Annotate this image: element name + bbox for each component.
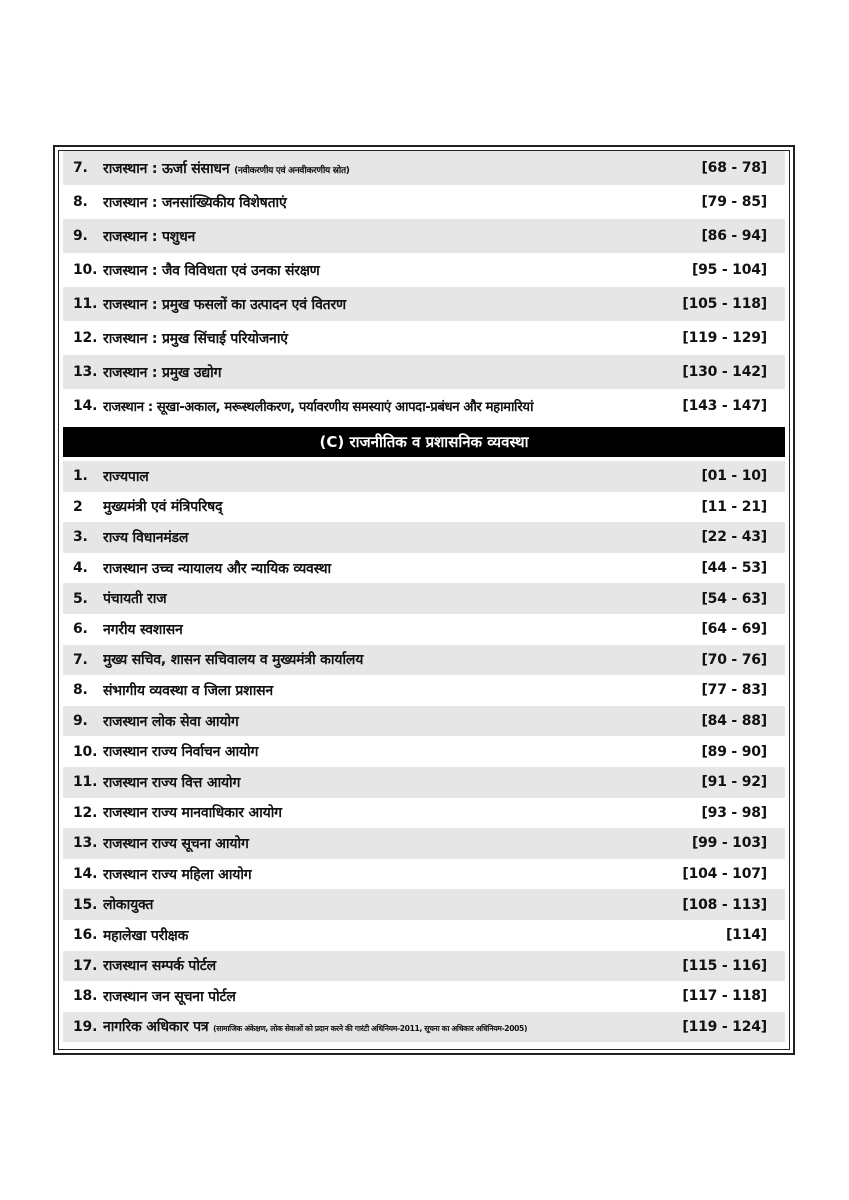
page-range: [68 - 78]	[701, 160, 767, 176]
page-range: [105 - 118]	[682, 296, 767, 312]
page-range: [11 - 21]	[701, 498, 767, 515]
page-range: [01 - 10]	[701, 468, 767, 485]
toc-row	[63, 767, 785, 798]
page-range: [86 - 94]	[701, 228, 767, 244]
item-number: 16.	[73, 927, 98, 944]
toc-row	[63, 355, 785, 389]
item-title: राजस्थान : ऊर्जा संसाधन (नवीकरणीय एवं अनवीकरणीय स्रोत)	[103, 160, 350, 177]
page-range: [93 - 98]	[701, 804, 767, 821]
page-range: [70 - 76]	[701, 651, 767, 668]
item-title: राजस्थान सम्पर्क पोर्टल	[103, 958, 216, 975]
page-range: [77 - 83]	[701, 682, 767, 699]
item-number: 8.	[73, 194, 88, 210]
item-title: मुख्यमंत्री एवं मंत्रिपरिषद्	[103, 499, 223, 516]
item-number: 3.	[73, 529, 88, 546]
toc-row	[63, 645, 785, 676]
item-number: 9.	[73, 228, 88, 244]
item-number: 14.	[73, 398, 98, 414]
item-title: मुख्य सचिव, शासन सचिवालय व मुख्यमंत्री कार्यालय	[103, 652, 364, 669]
item-number: 5.	[73, 590, 88, 607]
page-range: [44 - 53]	[701, 560, 767, 577]
page-range: [114]	[725, 927, 767, 944]
toc-row	[63, 553, 785, 584]
item-number: 19.	[73, 1018, 98, 1035]
page-range: [104 - 107]	[682, 866, 767, 883]
toc-row	[63, 920, 785, 951]
page-range: [22 - 43]	[701, 529, 767, 546]
toc-row	[63, 287, 785, 321]
item-title: लोकायुक्त	[103, 897, 154, 914]
page-range: [91 - 92]	[701, 774, 767, 791]
page-range: [130 - 142]	[682, 364, 767, 380]
item-number: 10.	[73, 743, 98, 760]
item-number: 9.	[73, 713, 88, 730]
item-title: राज्यपाल	[103, 468, 149, 485]
page-range: [119 - 124]	[682, 1018, 767, 1035]
toc-row	[63, 859, 785, 890]
item-number: 11.	[73, 774, 98, 791]
item-title: राजस्थान लोक सेवा आयोग	[103, 713, 239, 730]
item-title: राजस्थान : जैव विविधता एवं उनका संरक्षण	[103, 262, 320, 279]
item-title: नागरिक अधिकार पत्र (सामाजिक अंकेक्षण, लोक सेवाओं को प्रदान करने की गारंटी अधिनियम-2011, सूचना का अधिकार अधिनियम-2005)	[103, 1019, 528, 1036]
item-title: राजस्थान : प्रमुख उद्योग	[103, 364, 222, 381]
item-number: 13.	[73, 364, 98, 380]
item-title: राजस्थान : जनसांख्यिकीय विशेषताएं	[103, 194, 287, 211]
item-number: 1.	[73, 468, 88, 485]
item-number: 17.	[73, 957, 98, 974]
page-range: [117 - 118]	[682, 988, 767, 1005]
item-title: राजस्थान राज्य सूचना आयोग	[103, 835, 249, 852]
item-number: 6.	[73, 621, 88, 638]
item-number: 7.	[73, 160, 88, 176]
page-range: [99 - 103]	[691, 835, 767, 852]
item-title: राजस्थान राज्य मानवाधिकार आयोग	[103, 805, 282, 822]
toc-row	[63, 321, 785, 355]
toc-row	[63, 151, 785, 185]
item-number: 7.	[73, 651, 88, 668]
page-range: [143 - 147]	[682, 398, 767, 414]
toc-row	[63, 798, 785, 829]
toc-row	[63, 889, 785, 920]
item-title: राजस्थान राज्य निर्वाचन आयोग	[103, 744, 259, 761]
item-number: 2	[73, 498, 83, 515]
toc-row	[63, 389, 785, 423]
section-heading: (C) राजनीतिक व प्रशासनिक व्यवस्था	[63, 427, 785, 457]
toc-row	[63, 492, 785, 523]
item-title: राजस्थान : पशुधन	[103, 228, 196, 245]
item-title: राजस्थान : प्रमुख सिंचाई परियोजनाएं	[103, 330, 288, 347]
page-range: [95 - 104]	[691, 262, 767, 278]
toc-row	[63, 614, 785, 645]
toc-row	[63, 736, 785, 767]
page-range: [89 - 90]	[701, 743, 767, 760]
item-title: राजस्थान : प्रमुख फसलों का उत्पादन एवं वितरण	[103, 296, 346, 313]
toc-row	[63, 461, 785, 492]
item-title: राजस्थान राज्य वित्त आयोग	[103, 774, 241, 791]
item-title: राजस्थान : सूखा-अकाल, मरूस्थलीकरण, पर्यावरणीय समस्याएं आपदा-प्रबंधन और महामारियां	[103, 400, 534, 415]
item-title: राज्य विधानमंडल	[103, 529, 189, 546]
item-number: 18.	[73, 988, 98, 1005]
toc-row	[63, 981, 785, 1012]
item-title: राजस्थान जन सूचना पोर्टल	[103, 988, 236, 1005]
page-range: [64 - 69]	[701, 621, 767, 638]
page-range: [84 - 88]	[701, 713, 767, 730]
item-number: 14.	[73, 866, 98, 883]
item-subtitle: (सामाजिक अंकेक्षण, लोक सेवाओं को प्रदान करने की गारंटी अधिनियम-2011, सूचना का अधिकार अधिनियम-2005)	[213, 1024, 528, 1034]
toc-row	[63, 675, 785, 706]
item-number: 12.	[73, 804, 98, 821]
item-number: 12.	[73, 330, 98, 346]
page-range: [115 - 116]	[682, 957, 767, 974]
toc-row	[63, 706, 785, 737]
toc-row	[63, 583, 785, 614]
toc-row	[63, 828, 785, 859]
item-number: 11.	[73, 296, 98, 312]
toc-row	[63, 522, 785, 553]
toc-row	[63, 219, 785, 253]
item-title: पंचायती राज	[103, 591, 167, 608]
table-of-contents	[63, 151, 785, 1042]
page-range: [108 - 113]	[682, 896, 767, 913]
item-number: 4.	[73, 560, 88, 577]
toc-row	[63, 253, 785, 287]
item-title: राजस्थान राज्य महिला आयोग	[103, 866, 252, 883]
item-title: संभागीय व्यवस्था व जिला प्रशासन	[103, 682, 273, 699]
toc-row	[63, 951, 785, 982]
page-range: [54 - 63]	[701, 590, 767, 607]
page-range: [119 - 129]	[682, 330, 767, 346]
item-subtitle: (नवीकरणीय एवं अनवीकरणीय स्रोत)	[234, 165, 350, 176]
toc-row	[63, 1012, 785, 1043]
item-number: 8.	[73, 682, 88, 699]
item-number: 13.	[73, 835, 98, 852]
item-title: राजस्थान उच्च न्यायालय और न्यायिक व्यवस्था	[103, 560, 331, 577]
item-title: महालेखा परीक्षक	[103, 927, 189, 944]
item-number: 15.	[73, 896, 98, 913]
item-title: नगरीय स्वशासन	[103, 621, 183, 638]
page-range: [79 - 85]	[701, 194, 767, 210]
item-number: 10.	[73, 262, 98, 278]
toc-row	[63, 185, 785, 219]
